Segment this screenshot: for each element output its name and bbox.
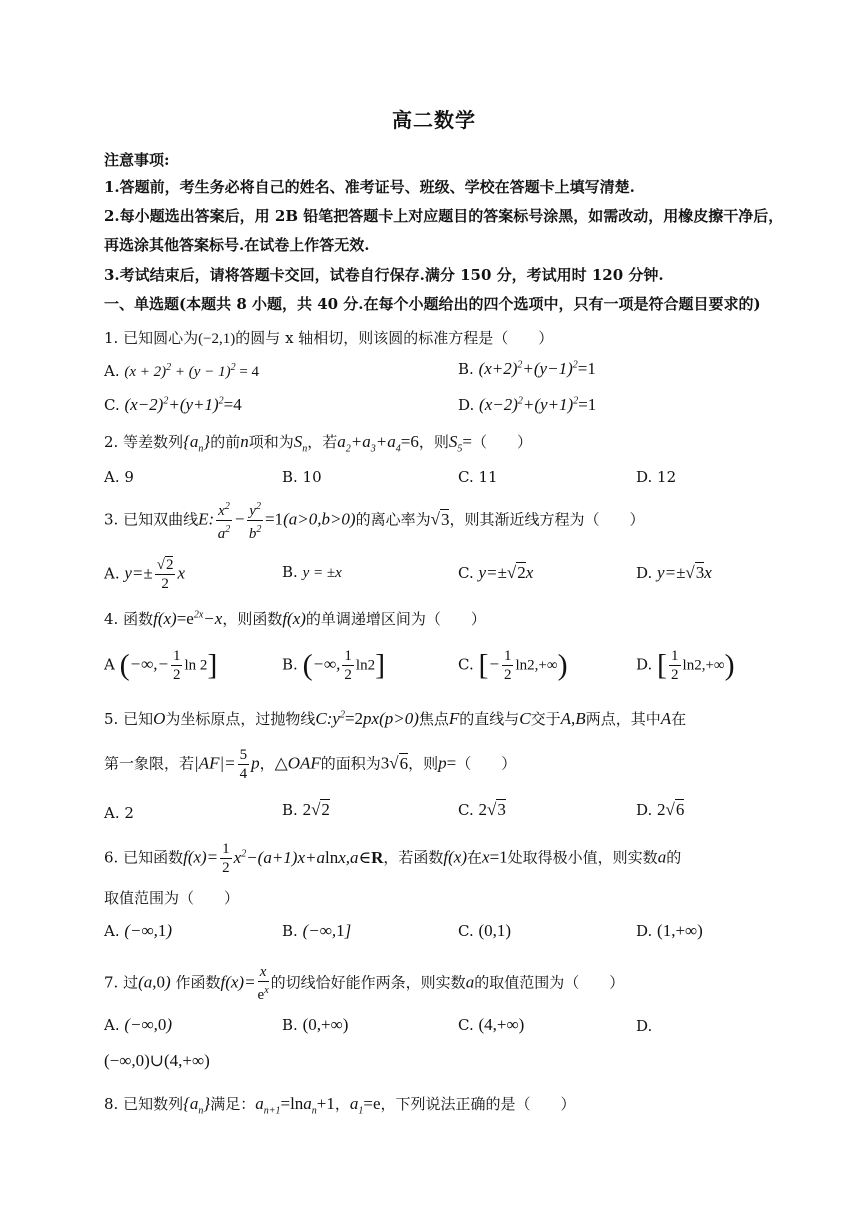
- q4-option-a[interactable]: A (−∞,− $\frac{1}{2}$ ln 2]: [104, 648, 218, 683]
- q5-option-a[interactable]: A. 2: [104, 804, 134, 822]
- q3-option-b[interactable]: B. y = ±x: [282, 563, 342, 581]
- q7-option-d[interactable]: D.: [636, 1017, 653, 1035]
- q4-option-d[interactable]: D. [ $\frac{1}{2}$ ln2,+∞): [636, 648, 735, 683]
- q5-option-b[interactable]: B. 2√2: [282, 800, 330, 819]
- q6-option-c[interactable]: C. (0,1): [458, 921, 512, 940]
- q1-option-a[interactable]: A. $(x + 2)^2 + (y - 1)^2 = 4$: [104, 362, 260, 380]
- question-7: 7. 过(a,0) 作函数f(x)= $\frac{x}{e^x}$ 的切线恰好能作两条，则实数a的取值范围为（ ）: [104, 964, 625, 1003]
- q4-option-b[interactable]: B. (−∞, $\frac{1}{2}$ ln2]: [282, 648, 386, 683]
- section-heading: 一、单选题(本题共 8 小题，共 40 分.在每个小题给出的四个选项中，只有一项是符合题目要求的): [104, 295, 761, 313]
- q6-option-d[interactable]: D. (1,+∞): [636, 921, 703, 940]
- question-6: 6. 已知函数f(x)= $\frac{1}{2}$ $x^2-(a+1)x+alnx,a\in R$，若函数f(x)在x=1处取得极小值，则实数a的: [104, 841, 682, 876]
- question-2: 2. 等差数列$\{a_n\}$的前n项和为$S_n$，若$a_2+a_3+a_4=6$，则$S_5=$（ ）: [104, 432, 532, 455]
- q3-option-d[interactable]: D. y=±√3x: [636, 563, 712, 582]
- question-4: 4. 函数$f(x)=e^{2x}-x$，则函数f(x)的单调递增区间为（ ）: [104, 609, 486, 628]
- q2-option-c[interactable]: C. 11: [458, 468, 498, 486]
- q1-option-c[interactable]: C. $(x-2)^2+(y+1)^2=4$: [104, 395, 242, 414]
- q2-option-b[interactable]: B. 10: [282, 468, 322, 486]
- note-item-2: 2.每小题选出答案后，用 2B 铅笔把答题卡上对应题目的答案标号涂黑，如需改动，用橡皮擦干净后，: [104, 207, 784, 225]
- q1-option-d[interactable]: D. $(x-2)^2+(y+1)^2=1$: [458, 395, 597, 414]
- note-item-3: 3.考试结束后，请将答题卡交回，试卷自行保存.满分 150 分，考试用时 120 分钟.: [104, 266, 664, 284]
- q7-option-d-value[interactable]: (−∞,0)∪(4,+∞): [104, 1051, 210, 1070]
- q5-option-c[interactable]: C. 2√3: [458, 800, 506, 819]
- question-8: 8. 已知数列$\{a_n\}$满足：$a_{n+1}=\ln a_n+1$，$a_1=e$，下列说法正确的是（ ）: [104, 1094, 576, 1117]
- q4-option-c[interactable]: C. [− $\frac{1}{2}$ ln2,+∞): [458, 648, 568, 683]
- q3-option-a[interactable]: A. y=± $\frac{√2}{2}$ x: [104, 557, 186, 592]
- q1-option-b[interactable]: B. $(x+2)^2+(y-1)^2=1$: [458, 359, 596, 378]
- q6-option-b[interactable]: B. (−∞,1]: [282, 921, 352, 940]
- q6-option-a[interactable]: A. (−∞,1): [104, 921, 173, 940]
- q7-option-a[interactable]: A. (−∞,0): [104, 1015, 173, 1034]
- note-item-1: 1.答题前，考生务必将自己的姓名、准考证号、班级、学校在答题卡上填写清楚.: [104, 178, 635, 196]
- notes-heading: 注意事项:: [104, 151, 170, 169]
- q7-option-c[interactable]: C. (4,+∞): [458, 1015, 525, 1034]
- question-1: 1. 已知圆心为(−2,1)的圆与 x 轴相切，则该圆的标准方程是（ ）: [104, 329, 554, 347]
- q2-option-a[interactable]: A. 9: [104, 468, 134, 486]
- q2-option-d[interactable]: D. 12: [636, 468, 677, 486]
- q3-option-c[interactable]: C. y=±√2x: [458, 563, 534, 582]
- q5-option-d[interactable]: D. 2√6: [636, 800, 685, 819]
- question-6-cont: 取值范围为（ ）: [104, 889, 240, 907]
- note-item-2-cont: 再选涂其他答案标号.在试卷上作答无效.: [104, 236, 370, 254]
- page-title: 高二数学: [392, 108, 476, 132]
- question-3: 3. 已知双曲线E: $\frac{x^2}{a^2}$ − $\frac{y^2}{b^2}$ =1(a>0,b>0)的离心率为√3，则其渐近线方程为（ ）: [104, 498, 644, 543]
- question-5: 5. 已知O为坐标原点，过抛物线$C:y^2=2px(p>0)$焦点F的直线与C交于A,B两点，其中A在: [104, 709, 687, 728]
- question-5-cont: 第一象限，若|AF|= $\frac{5}{4}$ p，△OAF的面积为3√6，则p=（ ）: [104, 747, 517, 782]
- q7-option-b[interactable]: B. (0,+∞): [282, 1015, 349, 1034]
